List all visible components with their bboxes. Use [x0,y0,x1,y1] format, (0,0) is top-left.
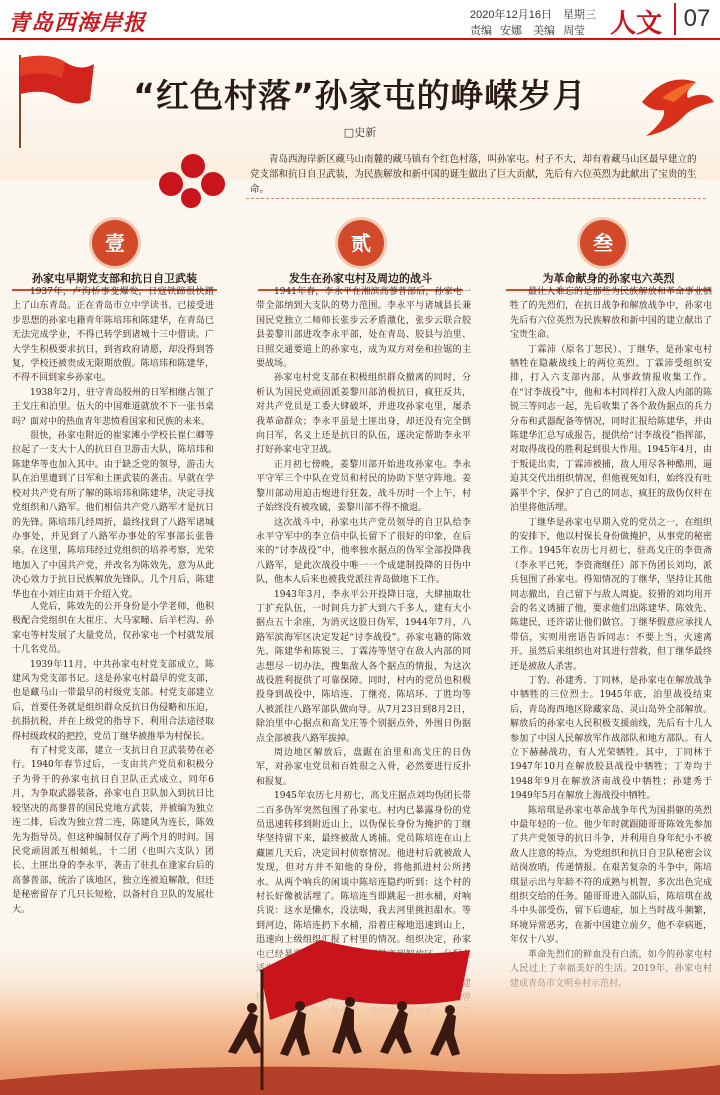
red-flag-icon [10,50,96,150]
column-1-top [12,285,214,600]
section-2-title: 发生在孙家屯村及周边的战斗 [258,270,463,291]
col3-paragraph: 丁豹、孙建秀、丁同林，是孙家屯在解放战争中牺牲的三位烈士。1945年底，泊里战役结束后，青岛海西地区除藏家岛、灵山岛外全部解放。解放后的孙家屯人民积极支援前线，先后有十几人参加了中国人民解放军作战部队和地方部队。有人立下赫赫战功，有人光荣牺牲。其中，丁同林于1947年10月在解放胶县战役中牺牲；丁寿均于1948年9月在解放济南战役中牺牲；孙建秀于1949年5月在解放上海战役中牺牲。 [510,675,712,802]
col1-paragraph: 1938年2月，驻守青岛胶州的日军相继占领了王戈庄和泊里。伍大的中国难道就放不下一张书桌吗？面对中的热血青年悲愤看国家和民族的未来。 [12,387,214,427]
section-3-number: 叁 [580,220,626,266]
byline: □史新 [343,126,377,139]
editor-name: 安娜 [500,25,522,37]
article-title: “红色村落”孙家屯的峥嵘岁月 [133,76,587,115]
section-1-title: 孙家屯早期党支部和抗日自卫武装 [12,270,217,291]
soldiers-illustration [0,880,720,1095]
issue-weekday: 星期三 [563,9,597,21]
lead-divider [246,198,706,199]
issue-date-line [470,6,604,22]
section-2-number: 贰 [338,220,384,266]
col1-paragraph: 有了村党支部，建立一支抗日自卫武装势在必行。1940年春节过后，一支由共产党员和积极分子为骨干的孙家屯抗日自卫队正式成立，同年6月，为争取武器装备，孙家屯自卫队加入到抗日比较坚决的高蓼普的国民党地方武装，并被编为独立连二排，后改为独立营二连，陈建风为连长，陈效先为指导员。但这种编制仅存了两个月的时间。国民党顽固派互相倾轧，十二团（也叫六支队）团长、土匪出身的李永平，袭击了驻扎在逢家台后的高蓼普部，统治了该地区，独立连被迫解散，但还是秘密留存了几只长短枪，以备村自卫队的发展壮大。 [12,746,214,915]
issue-date: 2020年12月16日 [470,9,552,21]
col1-paragraph: 很快，孙家屯附近的崔家滩小学校长崔仁卿等拉起了一支大十人的抗日自卫游击大队，陈培玮和陈建华等也加入其中。由于缺乏党的领导，游击大队在泊里遭到了日军和土匪武装的袭击。早就在学校对共产党有所了解的陈培玮和陈建华，决定寻找党组织和八路军。他们相信共产党八路军才是抗日的先锋。陈培玮几经周折，最终找到了八路军诸城办事处，并见到了八路军办事处的军事部长张鲁泉。在这里，陈培玮经过党组织的培养考察，光荣地加入了中国共产党，并改名为陈效先，意为从此决心效力于抗日民族解放先锋队。几个月后，陈建华也在小刘庄由刘干介绍入党。 [12,431,214,600]
designer-label: 美编 [533,25,556,37]
section-3-title: 为革命献身的孙家屯六英烈 [506,270,711,291]
section-name: 人文 [610,8,663,38]
section-1-number: 壹 [92,220,138,266]
col2-paragraph: 正月初七傍晚，姜黎川部开始进攻孙家屯。李永平守军三个中队在党员和村民的协助下坚守阵地。姜黎川部动用迫击炮进行狂轰，战斗历时一个上午，村子始终没有被攻破，姜黎川部不得不撤退。 [256,459,471,514]
col3-paragraph: 陈培琪是孙家屯革命战争年代为国捐躯的英烈中最年轻的一位。他少年时就跟随哥哥陈效先参加了共产党领导的抗日斗争，并利用自身年纪小不被敌人注意的特点，为党组织和抗日自卫队秘密会议站岗放哨，传递情报。在艰苦复杂的斗争中，陈培琪显示出与年龄不符的成熟与机智，多次出色完成组织交给的任务。随哥哥进入部队后，陈培琪在战斗中头部受伤，留下后遗症，加上当时战斗频繁，环境异常恶劣，在新中国建立前夕，他不幸病逝， [510,805,712,931]
red-memory-seal-icon [155,150,233,210]
col3-paragraph: 丁霖沛（原名丁恕民）、丁继华，是孙家屯村牺牲在隐蔽战线上的两位英烈。丁霖沛受组织安排，打入六支部内部，从事政情报收集工作。在“讨李战役”中，他和本村同样打入敌人内部的陈锐三等同志一起，先后收集了各个敌伪据点的兵力分布和武器配备等情况，同时汇报给陈建华，并由陈建华汇总写成报告，提供给“讨李战役”指挥部，对取得战役的胜利起到很大作用。1945年4月，由于叛徒出卖，丁霖沛被捕，敌人用尽各种酷刑，逼迫其交代出组织情况，但他视死如归，始终没有吐露半个字，保护了自己的同志，疯狂的敌伪仅杆在泊里将他活埋。 [510,344,712,514]
col2-paragraph: 1941年春，李永平在湘滨高蓼普部后，孙家屯一带全部纳到大支队的势力范围。李永平与诸城县长兼国民党独立二师师长张步云矛盾激化，张步云联合胶县姜黎川部进攻李永平部，处在青岛、胶县与泊里、日照交通要道上的孙家屯，成为双方对垒和拉锯的主要战场。 [256,287,471,370]
col2-paragraph: 这次战斗中，孙家屯共产党员领导的自卫队给李永平守军中的李立信中队长留下了很好的印象，在后来的“讨李战役”中，他率独水据点的伪军全部投降我八路军，是此次战役中唯一一个成建制投降的日伪中队，他本人后来也被我党派往青岛做地下工作。 [256,517,471,586]
masthead [0,0,720,40]
col2-paragraph: 孙家屯村党支部在积极组织群众撤离的同时，分析认为国民党顽固派姜黎川部消极抗日，疯狂反共，对共产党员是工委大肆破坏，并进攻孙家屯里，屡杀我革命群众；李永平虽是土匪出身，却还没有完全倒向日军，名义上还是抗日的队伍，遂决定帮助李永平打好孙家屯守卫战。 [256,373,471,456]
red-bird-icon [636,62,716,142]
col2-paragraph: 1945年农历七月初七，高戈庄据点刘均伪团长带二百多伪军突然包围了孙家屯。村内已暴露身份的党员迅速转移到附近山上，以伪保长身份为掩护的丁继华坚持留下来，最终被敌人诱捕。党员陈培连在山上藏匿几天后，决定回村侦察情况。他进村后就被敌人发现，但对方并不知他的身份，将他抓进村公所拷水。从两个响兵的闲谈中陈培连隐约听到：这个村的村长好像被活埋了。陈培连当即跳起一担水桶，对响兵说：这水是懒水，没法喝，我去河里挑担甜水。等到河边，陈培连扔下水桶，沿着庄稼地迅速到山上， [256,791,471,931]
editors-line [470,22,593,38]
editor-label: 责编 [470,25,492,37]
col3-paragraph: 最让人难忘的是那些为民族解放和革命事业牺牲了的先烈们，在抗日战争和解放战争中，孙家屯先后有六位英烈为民族解放和新中国的建立献出了宝贵生命。 [510,287,712,341]
col3-paragraph: 丁继华是孙家屯早期入党的党员之一，在组织的安排下，他以村保长身份做掩护，从事党的秘密工作。1945年农历七月初七，驻高戈庄的李资斋（李永平已死，李资斋继任）部下伪团长刘均，派兵包围了孙家屯。得知情况的丁继华，坚持让其他同志撤出，自己留下与敌人周旋。狡猾的刘均用开会的名义诱捕了他，要求他们出陈建华、陈效先、陈建民，还许诺让他们做官。丁继华假意应承找人带信，实则用密语告诉同志：不要上当，火速离开。虽然后来组织也对其进行营救，但丁继华最终还是被敌人杀害。 [510,517,712,672]
col1-paragraph: 1937年，卢沟桥事变爆发，日寇铁蹄很快踏上了山东青岛。正在青岛市立中学读书、已接受进步思想的孙家屯籍青年陈培玮和陈建华，在青岛已无法完成学业，不得已转学到诸城十三中借读。广大学生积极要求抗日，到省政府请愿，却没得到答复，学校还被贵成无限期放假。陈培玮和陈建华，不得不回到家乡孙家屯。 [12,287,214,384]
col2-paragraph: 1943年3月，李永平公开投降日寇，大肆抽取壮丁扩充队伍，一时间兵力扩大到六千多人，建有大小据点五十余座，为消灭这股日伪军，1944年7月，八路军滨海军区决定发起“讨李战役”。孙家屯籍的陈效先、陈建华和陈锐三、丁霖涛等坚守在敌人内部的同志想尽一切办法，搜集敌人各个据点的情报，为这次战役胜利提供了可靠保障。同时，村内的党员也积极投身到战役中，陈培连、丁继亮、陈培环、丁胜均等人被派往八路军部队做向导。从7月23日到8月2日，除泊里中心据点和高戈庄等个别据点外，外围日伪据点全部被我八路军拔掉。 [256,589,471,744]
designer-name: 周莹 [563,25,586,37]
col2-paragraph: 周边地区解放后，盘踞在泊里和高戈庄的日伪军，对孙家屯党员和百姓很之入骨，必然要进行反扑和报复。 [256,748,471,787]
paper-name: 青岛西海岸报 [8,10,147,36]
page-number: 07 [674,3,718,35]
col1-paragraph: 1939年11月，中共孙家屯村党支部成立，陈建风为党支部书记。这是孙家屯村最早的党支部，也是藏马山一带最早的村级党支部。村党支部建立后，首要任务就是组织群众反抗日伪侵略和压迫，抗捐抗税，并在上级党的指导下，利用合法途径取得村级政权的把控，党员丁继华被推举为村保长。 [12,659,214,742]
col1-paragraph: 人党后，陈效先的公开身份是小学老师，他积极配合党组织在大崔庄、大马家疃、后羊栏沟、孙家屯等村发展了大量党员，仅孙家屯一个村就发展十几名党员。 [12,602,214,656]
lead-paragraph: 青岛西海岸新区藏马山南麓的藏马镇有个红色村落，叫孙家屯。村子不大，却有着藏马山区最早建立的党支部和抗日自卫武装，为民族解放和新中国的诞生做出了巨大贡献，先后有六位英烈为此献出了宝贵的生命。 [250,154,697,195]
